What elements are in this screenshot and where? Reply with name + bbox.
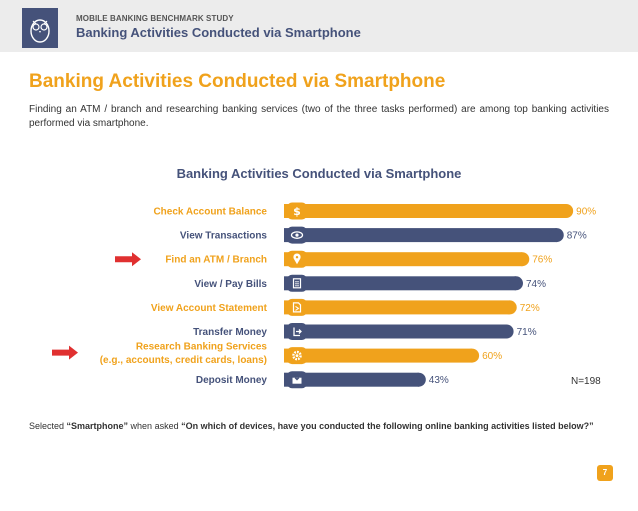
bar-1 bbox=[284, 204, 566, 218]
intro-text: Finding an ATM / branch and researching banking services (two of the three tasks performed) are among top banking activities performed via smartphone. bbox=[29, 104, 609, 129]
bar-2 bbox=[284, 228, 557, 242]
sample-size-label: N=198 bbox=[571, 376, 601, 387]
footnote-prefix: Selected bbox=[29, 421, 67, 431]
footnote-device: “Smartphone” bbox=[66, 421, 129, 431]
category-label-3: Find an ATM / Branch bbox=[165, 254, 267, 266]
value-label-1: 90% bbox=[576, 206, 597, 218]
category-label-8: Deposit Money bbox=[195, 375, 267, 387]
category-label-1: Check Account Balance bbox=[153, 206, 267, 218]
highlight-arrow-3 bbox=[115, 252, 141, 266]
value-label-6: 71% bbox=[516, 327, 537, 338]
footnote-question: “On which of devices, have you conducted the following online banking activities listed below?” bbox=[181, 421, 594, 431]
header-title: Banking Activities Conducted via Smartphone bbox=[76, 25, 361, 40]
value-label-2: 87% bbox=[566, 230, 587, 242]
value-label-8: 43% bbox=[428, 375, 449, 387]
bar-end-1 bbox=[559, 204, 573, 218]
study-label: MOBILE BANKING BENCHMARK STUDY bbox=[76, 14, 234, 23]
highlight-arrow-7 bbox=[52, 346, 78, 360]
value-label-3: 76% bbox=[532, 254, 553, 266]
category-label-7: Research Banking Services (e.g., accounts, credit cards, loans) bbox=[99, 341, 267, 366]
footnote-middle: when asked bbox=[128, 421, 182, 431]
bar-5 bbox=[284, 300, 510, 314]
chart-title: Banking Activities Conducted via Smartphone bbox=[176, 166, 462, 181]
category-label-6: Transfer Money bbox=[193, 327, 267, 338]
page-title: Banking Activities Conducted via Smartphone bbox=[29, 71, 446, 92]
bar-end-6 bbox=[500, 325, 514, 339]
icon-badge-4 bbox=[287, 275, 307, 292]
value-label-7: 60% bbox=[482, 351, 503, 363]
bar-end-7 bbox=[465, 349, 479, 363]
footnote bbox=[29, 420, 614, 433]
category-label-5: View Account Statement bbox=[150, 302, 267, 314]
bar-3 bbox=[284, 252, 522, 266]
bar-6 bbox=[284, 325, 507, 339]
category-label-4: View / Pay Bills bbox=[194, 278, 267, 290]
page-number: 7 bbox=[597, 465, 613, 481]
bar-end-8 bbox=[412, 373, 426, 387]
bar-end-5 bbox=[503, 300, 517, 314]
dollar-icon bbox=[293, 205, 301, 218]
bar-4 bbox=[284, 276, 516, 290]
bar-end-2 bbox=[550, 228, 564, 242]
category-label-2: View Transactions bbox=[179, 230, 267, 242]
bar-end-4 bbox=[509, 276, 523, 290]
svg-text:$: $ bbox=[293, 205, 301, 218]
bar-end-3 bbox=[515, 252, 529, 266]
value-label-5: 72% bbox=[519, 302, 540, 314]
bar-7 bbox=[284, 349, 472, 363]
value-label-4: 74% bbox=[525, 278, 547, 290]
